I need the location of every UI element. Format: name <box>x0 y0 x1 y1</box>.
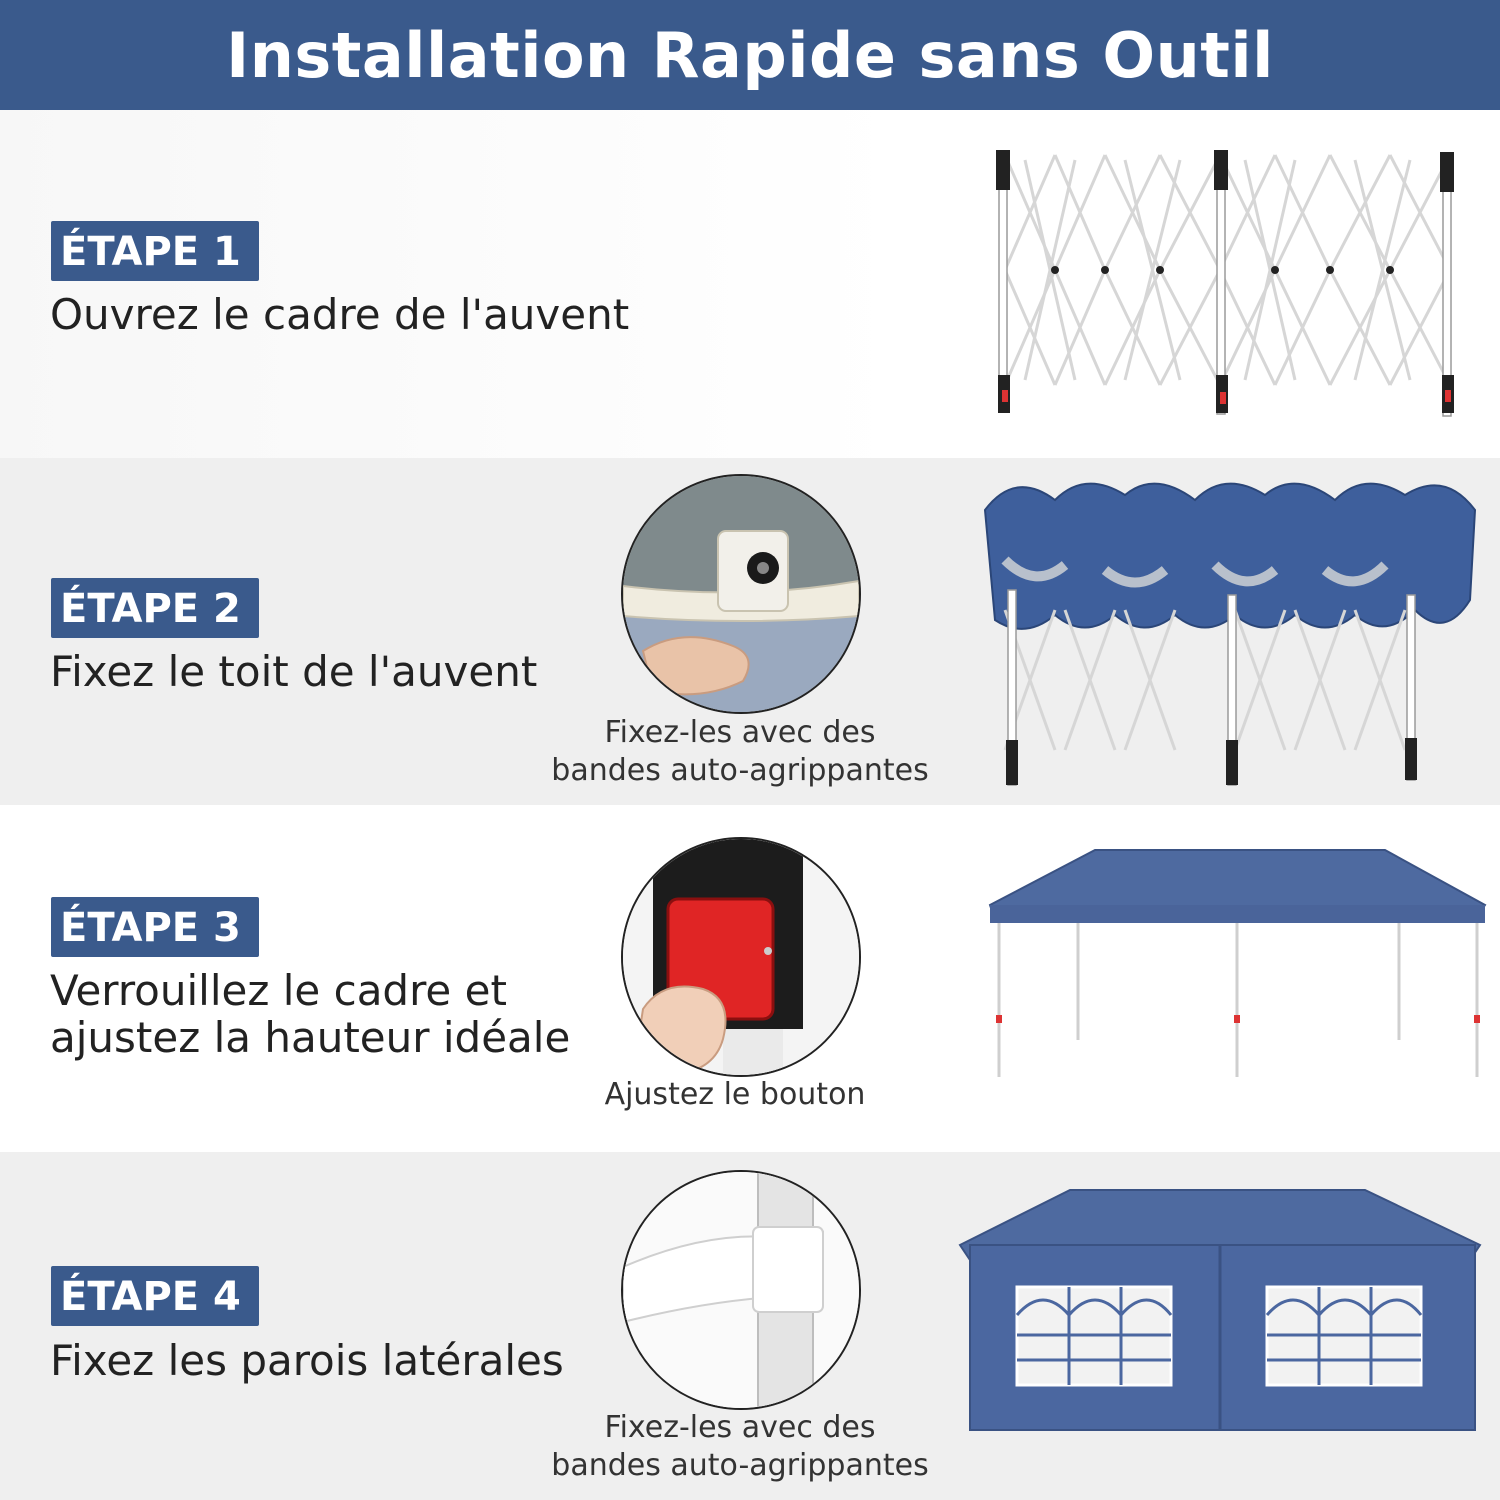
step-3-text-line1: Verrouillez le cadre et <box>50 966 507 1015</box>
folded-frame-image <box>985 140 1465 425</box>
step-4-caption-line1: Fixez-les avec des <box>604 1410 876 1445</box>
step-3-text <box>50 967 570 1061</box>
page-title: Installation Rapide sans Outil <box>226 18 1274 92</box>
step-4-badge: ÉTAPE 4 <box>51 1266 259 1326</box>
sidewall-velcro-detail-circle <box>621 1170 861 1410</box>
header-banner <box>0 0 1500 110</box>
step-4-caption <box>530 1409 950 1485</box>
step-4-text: Fixez les parois latérales <box>50 1336 564 1385</box>
step-4-caption-line2: bandes auto-agrippantes <box>551 1448 929 1483</box>
step-2-caption <box>530 714 950 790</box>
canopy-frame-image <box>985 845 1495 1085</box>
step-2-caption-line1: Fixez-les avec des <box>604 715 876 750</box>
frame-with-roof-image <box>975 470 1485 790</box>
step-2-badge: ÉTAPE 2 <box>51 578 259 638</box>
step-2-caption-line2: bandes auto-agrippantes <box>551 753 929 788</box>
step-3-caption: Ajustez le bouton <box>604 1077 866 1112</box>
step-1-badge: ÉTAPE 1 <box>51 221 259 281</box>
step-1-text: Ouvrez le cadre de l'auvent <box>50 290 630 339</box>
canopy-with-sidewalls-image <box>955 1185 1490 1435</box>
lock-button-detail-circle <box>621 837 861 1077</box>
step-3-text-line2: ajustez la hauteur idéale <box>50 1013 571 1062</box>
step-2-text: Fixez le toit de l'auvent <box>50 647 538 696</box>
velcro-detail-circle <box>621 474 861 714</box>
step-3-badge: ÉTAPE 3 <box>51 897 259 957</box>
